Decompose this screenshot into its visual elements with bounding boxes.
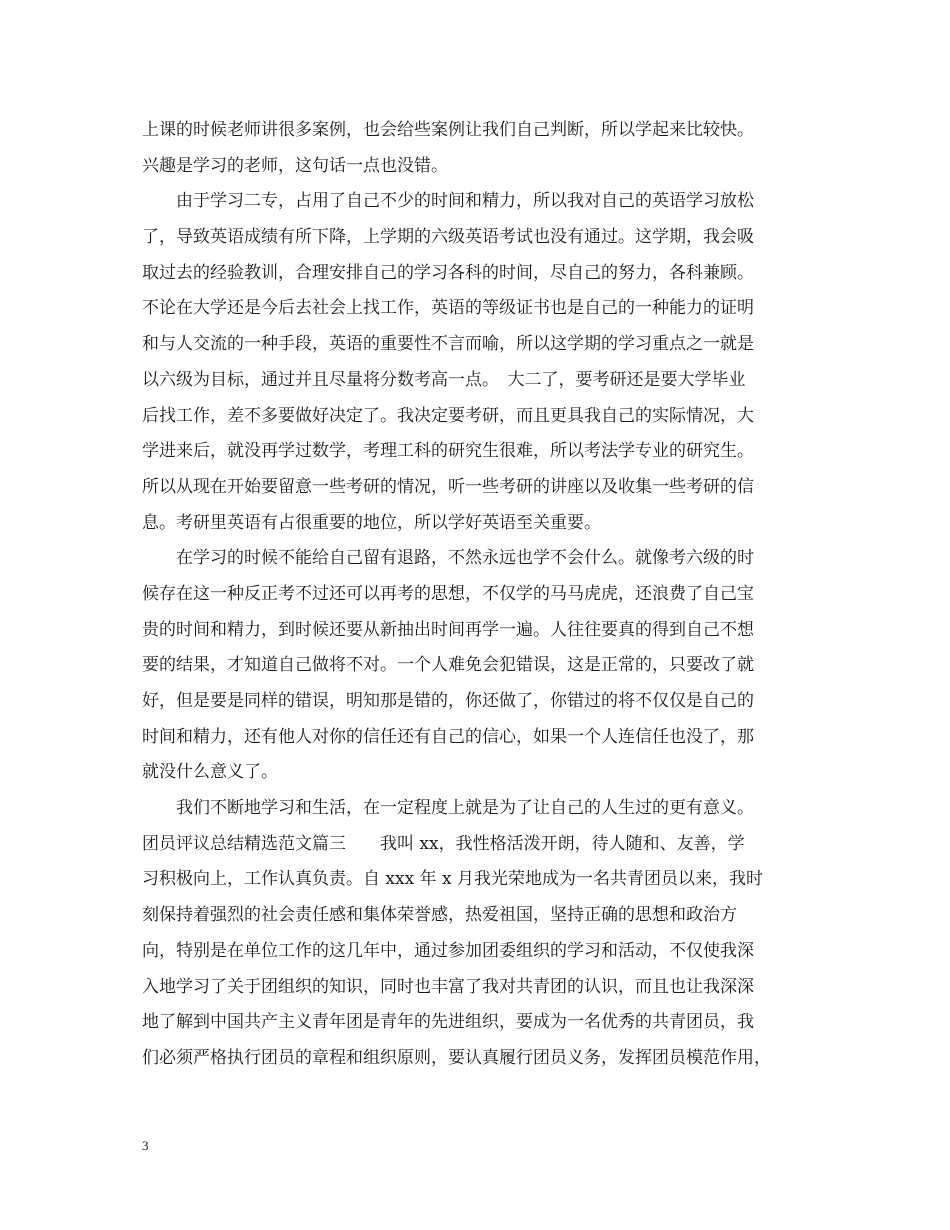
text-line: 学进来后，就没再学过数学，考理工科的研究生很难，所以考法学专业的研究生。 <box>142 441 754 462</box>
text-line: 兴趣是学习的老师，这句话一点也没错。 <box>142 155 448 176</box>
text-line: 就没什么意义了。 <box>142 762 278 783</box>
body-text <box>142 113 822 1077</box>
text-line: 所以从现在开始要留意一些考研的情况，听一些考研的讲座以及收集一些考研的信 <box>142 476 754 497</box>
text-line: 们必须严格执行团员的章程和组织原则，要认真履行团员义务，发挥团员模范作用， <box>142 1047 771 1068</box>
text-line: 时间和精力，还有他人对你的信任还有自己的信心，如果一个人连信任也没了，那 <box>142 726 754 747</box>
text-line: 入地学习了关于团组织的知识，同时也丰富了我对共青团的认识，而且也让我深深 <box>142 976 754 997</box>
page-number: 3 <box>142 1138 149 1153</box>
text-line: 刻保持着强烈的社会责任感和集体荣誉感，热爱祖国，坚持正确的思想和政治方 <box>142 905 737 926</box>
text-line: 习积极向上，工作认真负责。自 xxx 年 x 月我光荣地成为一名共青团员以来，我时 <box>142 869 763 890</box>
text-line: 以六级为目标，通过并且尽量将分数考高一点。 大二了，要考研还是要大学毕业 <box>142 369 746 390</box>
text-line: 好，但是要是同样的错误，明知那是错的，你还做了，你错过的将不仅仅是自己的 <box>142 691 754 711</box>
text-line: 和与人交流的一种手段，英语的重要性不言而喻，所以这学期的学习重点之一就是 <box>142 334 754 355</box>
text-line: 上课的时候老师讲很多案例，也会给些案例让我们自己判断，所以学起来比较快。 <box>142 120 754 140</box>
text-line: 息。考研里英语有占很重要的地位，所以学好英语至关重要。 <box>142 512 601 533</box>
text-line: 团员评议总结精选范文篇三 我叫 xx，我性格活泼开朗，待人随和、友善，学 <box>142 833 745 854</box>
text-line: 贵的时间和精力，到时候还要从新抽出时间再学一遍。人往往要真的得到自己不想 <box>142 619 754 640</box>
text-line: 向，特别是在单位工作的这几年中，通过参加团委组织的学习和活动，不仅使我深 <box>142 940 754 961</box>
text-line: 我们不断地学习和生活，在一定程度上就是为了让自己的人生过的更有意义。 <box>142 798 754 819</box>
text-line: 取过去的经验教训，合理安排自己的学习各科的时间，尽自己的努力，各科兼顾。 <box>142 262 754 283</box>
text-line: 后找工作，差不多要做好决定了。我决定要考研，而且更具我自己的实际情况，大 <box>142 405 754 426</box>
text-line: 在学习的时候不能给自己留有退路，不然永远也学不会什么。就像考六级的时 <box>142 548 754 569</box>
text-line: 了，导致英语成绩有所下降，上学期的六级英语考试也没有通过。这学期，我会吸 <box>142 227 754 248</box>
text-line: 要的结果，才知道自己做将不对。一个人难免会犯错误，这是正常的，只要改了就 <box>142 655 754 676</box>
text-line: 候存在这一种反正考不过还可以再考的思想，不仅学的马马虎虎，还浪费了自己宝 <box>142 583 754 604</box>
text-line: 不论在大学还是今后去社会上找工作，英语的等级证书也是自己的一种能力的证明 <box>142 298 754 319</box>
text-line: 地了解到中国共产主义青年团是青年的先进组织，要成为一名优秀的共青团员，我 <box>142 1012 754 1033</box>
text-line: 由于学习二专，占用了自己不少的时间和精力，所以我对自己的英语学习放松 <box>142 191 754 212</box>
